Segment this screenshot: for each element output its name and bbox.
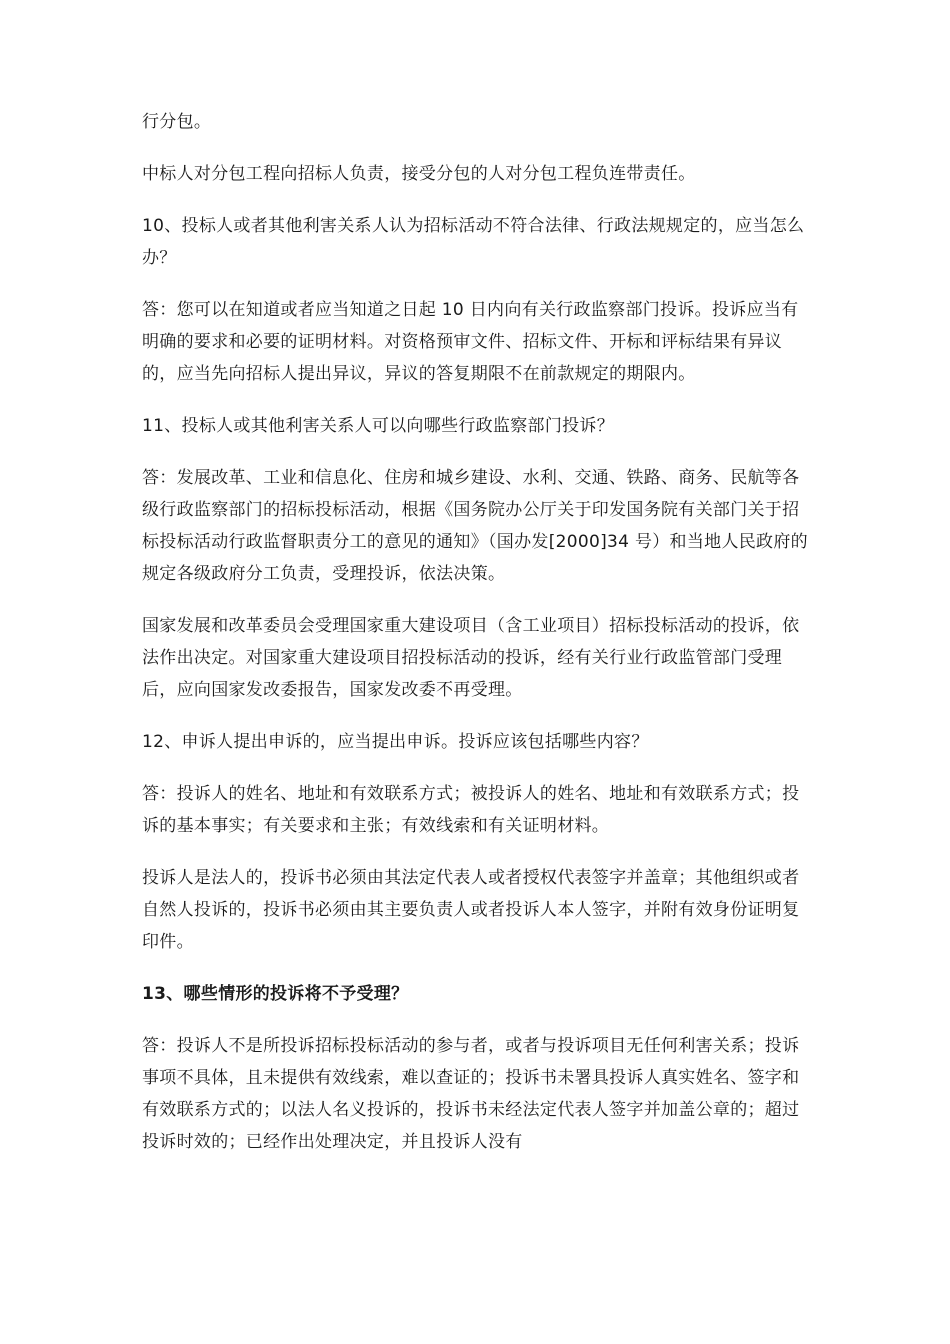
question-10: 10、投标人或者其他利害关系人认为招标活动不符合法律、行政法规规定的，应当怎么办？ <box>142 216 805 268</box>
paragraph-1: 行分包。 <box>142 112 212 132</box>
paragraph-signature: 投诉人是法人的，投诉书必须由其法定代表人或者授权代表签字并盖章；其他组织或者自然人投诉的，投诉书必须由其主要负责人或者投诉人本人签字，并附有效身份证明复印件。 <box>142 868 800 952</box>
question-13: 13、哪些情形的投诉将不予受理？ <box>142 984 409 1004</box>
paragraph-ndrc: 国家发展和改革委员会受理国家重大建设项目（含工业项目）招标投标活动的投诉，依法作出决定。对国家重大建设项目招投标活动的投诉，经有关行业行政监管部门受理后，应向国家发改委报告，国家发改委不再受理。 <box>142 616 800 700</box>
document-page <box>142 106 808 1178</box>
paragraph-2: 中标人对分包工程向招标人负责，接受分包的人对分包工程负连带责任。 <box>142 164 696 184</box>
answer-13: 答：投诉人不是所投诉招标投标活动的参与者，或者与投诉项目无任何利害关系；投诉事项不具体，且未提供有效线索，难以查证的；投诉书未署具投诉人真实姓名、签字和有效联系方式的；以法人名义投诉的，投诉书未经法定代表人签字并加盖公章的；超过投诉时效的；已经作出处理决定，并且投诉人没有 <box>142 1036 800 1152</box>
answer-12: 答：投诉人的姓名、地址和有效联系方式；被投诉人的姓名、地址和有效联系方式；投诉的基本事实；有关要求和主张；有效线索和有关证明材料。 <box>142 784 800 836</box>
question-11: 11、投标人或其他利害关系人可以向哪些行政监察部门投诉？ <box>142 416 615 436</box>
answer-10: 答：您可以在知道或者应当知道之日起 10 日内向有关行政监察部门投诉。投诉应当有明确的要求和必要的证明材料。对资格预审文件、招标文件、开标和评标结果有异议的，应当先向招标人提出异议，异议的答复期限不在前款规定的期限内。 <box>142 300 799 384</box>
question-12: 12、申诉人提出申诉的，应当提出申诉。投诉应该包括哪些内容？ <box>142 732 649 752</box>
answer-11: 答：发展改革、工业和信息化、住房和城乡建设、水利、交通、铁路、商务、民航等各级行政监察部门的招标投标活动，根据《国务院办公厅关于印发国务院有关部门关于招标投标活动行政监督职责分工的意见的通知》（国办发[2000]34 号）和当地人民政府的规定各级政府分工负责，受理投诉，依法决策。 <box>142 468 808 584</box>
